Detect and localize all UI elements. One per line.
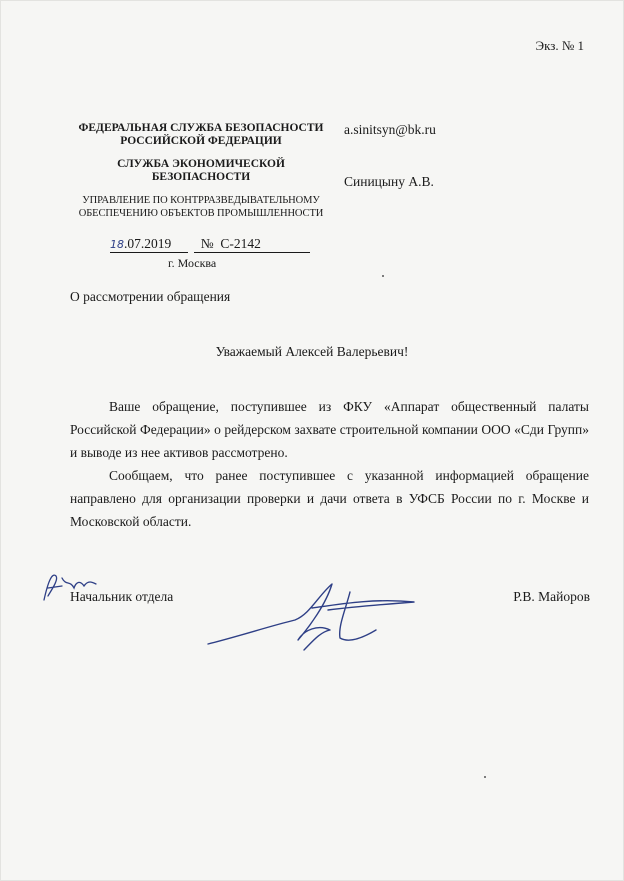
- sender-service-line2: БЕЗОПАСНОСТИ: [151, 171, 251, 183]
- signer-name: Р.В. Майоров: [513, 589, 590, 604]
- sender-department-line1: УПРАВЛЕНИЕ ПО КОНТРРАЗВЕДЫВАТЕЛЬНОМУ: [82, 195, 320, 206]
- scan-speck: [484, 776, 486, 778]
- sender-service-line1: СЛУЖБА ЭКОНОМИЧЕСКОЙ: [117, 158, 285, 170]
- registration-number: [194, 236, 310, 253]
- copy-number: Экз. № 1: [535, 38, 584, 53]
- subject-line: О рассмотрении обращения: [70, 289, 231, 304]
- recipient-block: [344, 122, 436, 190]
- number-value: С-2142: [220, 236, 261, 251]
- letter-body: [70, 395, 589, 533]
- sender-org-line1: ФЕДЕРАЛЬНАЯ СЛУЖБА БЕЗОПАСНОСТИ: [78, 122, 324, 134]
- sender-department-line2: ОБЕСПЕЧЕНИЮ ОБЪЕКТОВ ПРОМЫШЛЕННОСТИ: [78, 208, 324, 219]
- recipient-name: Синицыну А.В.: [344, 174, 434, 189]
- date-rest: .07.2019: [124, 236, 172, 251]
- city: г. Москва: [168, 256, 217, 270]
- scan-speck: [382, 275, 384, 277]
- sender-block: [70, 122, 332, 220]
- signer-position: Начальник отдела: [70, 589, 174, 604]
- handwritten-signature: [200, 574, 430, 664]
- greeting: Уважаемый Алексей Валерьевич!: [215, 344, 409, 359]
- body-paragraph-2: Сообщаем, что ранее поступившее с указанной информацией обращение направлено для организации проверки и дачи ответа в УФСБ России по г. Москве и Московской области.: [70, 468, 589, 529]
- number-label: №: [200, 236, 214, 251]
- sender-org-line2: РОССИЙСКОЙ ФЕДЕРАЦИИ: [120, 135, 282, 147]
- recipient-email: a.sinitsyn@bk.ru: [344, 122, 436, 137]
- body-paragraph-1: Ваше обращение, поступившее из ФКУ «Аппарат общественный палаты Российской Федерации» о рейдерском захвате строительной компании ООО «Сди Групп» и выводе из нее активов рассмотрено.: [70, 399, 589, 460]
- registration-date: [110, 236, 188, 253]
- registration-line: [110, 236, 320, 253]
- handwritten-day: 18: [110, 238, 124, 251]
